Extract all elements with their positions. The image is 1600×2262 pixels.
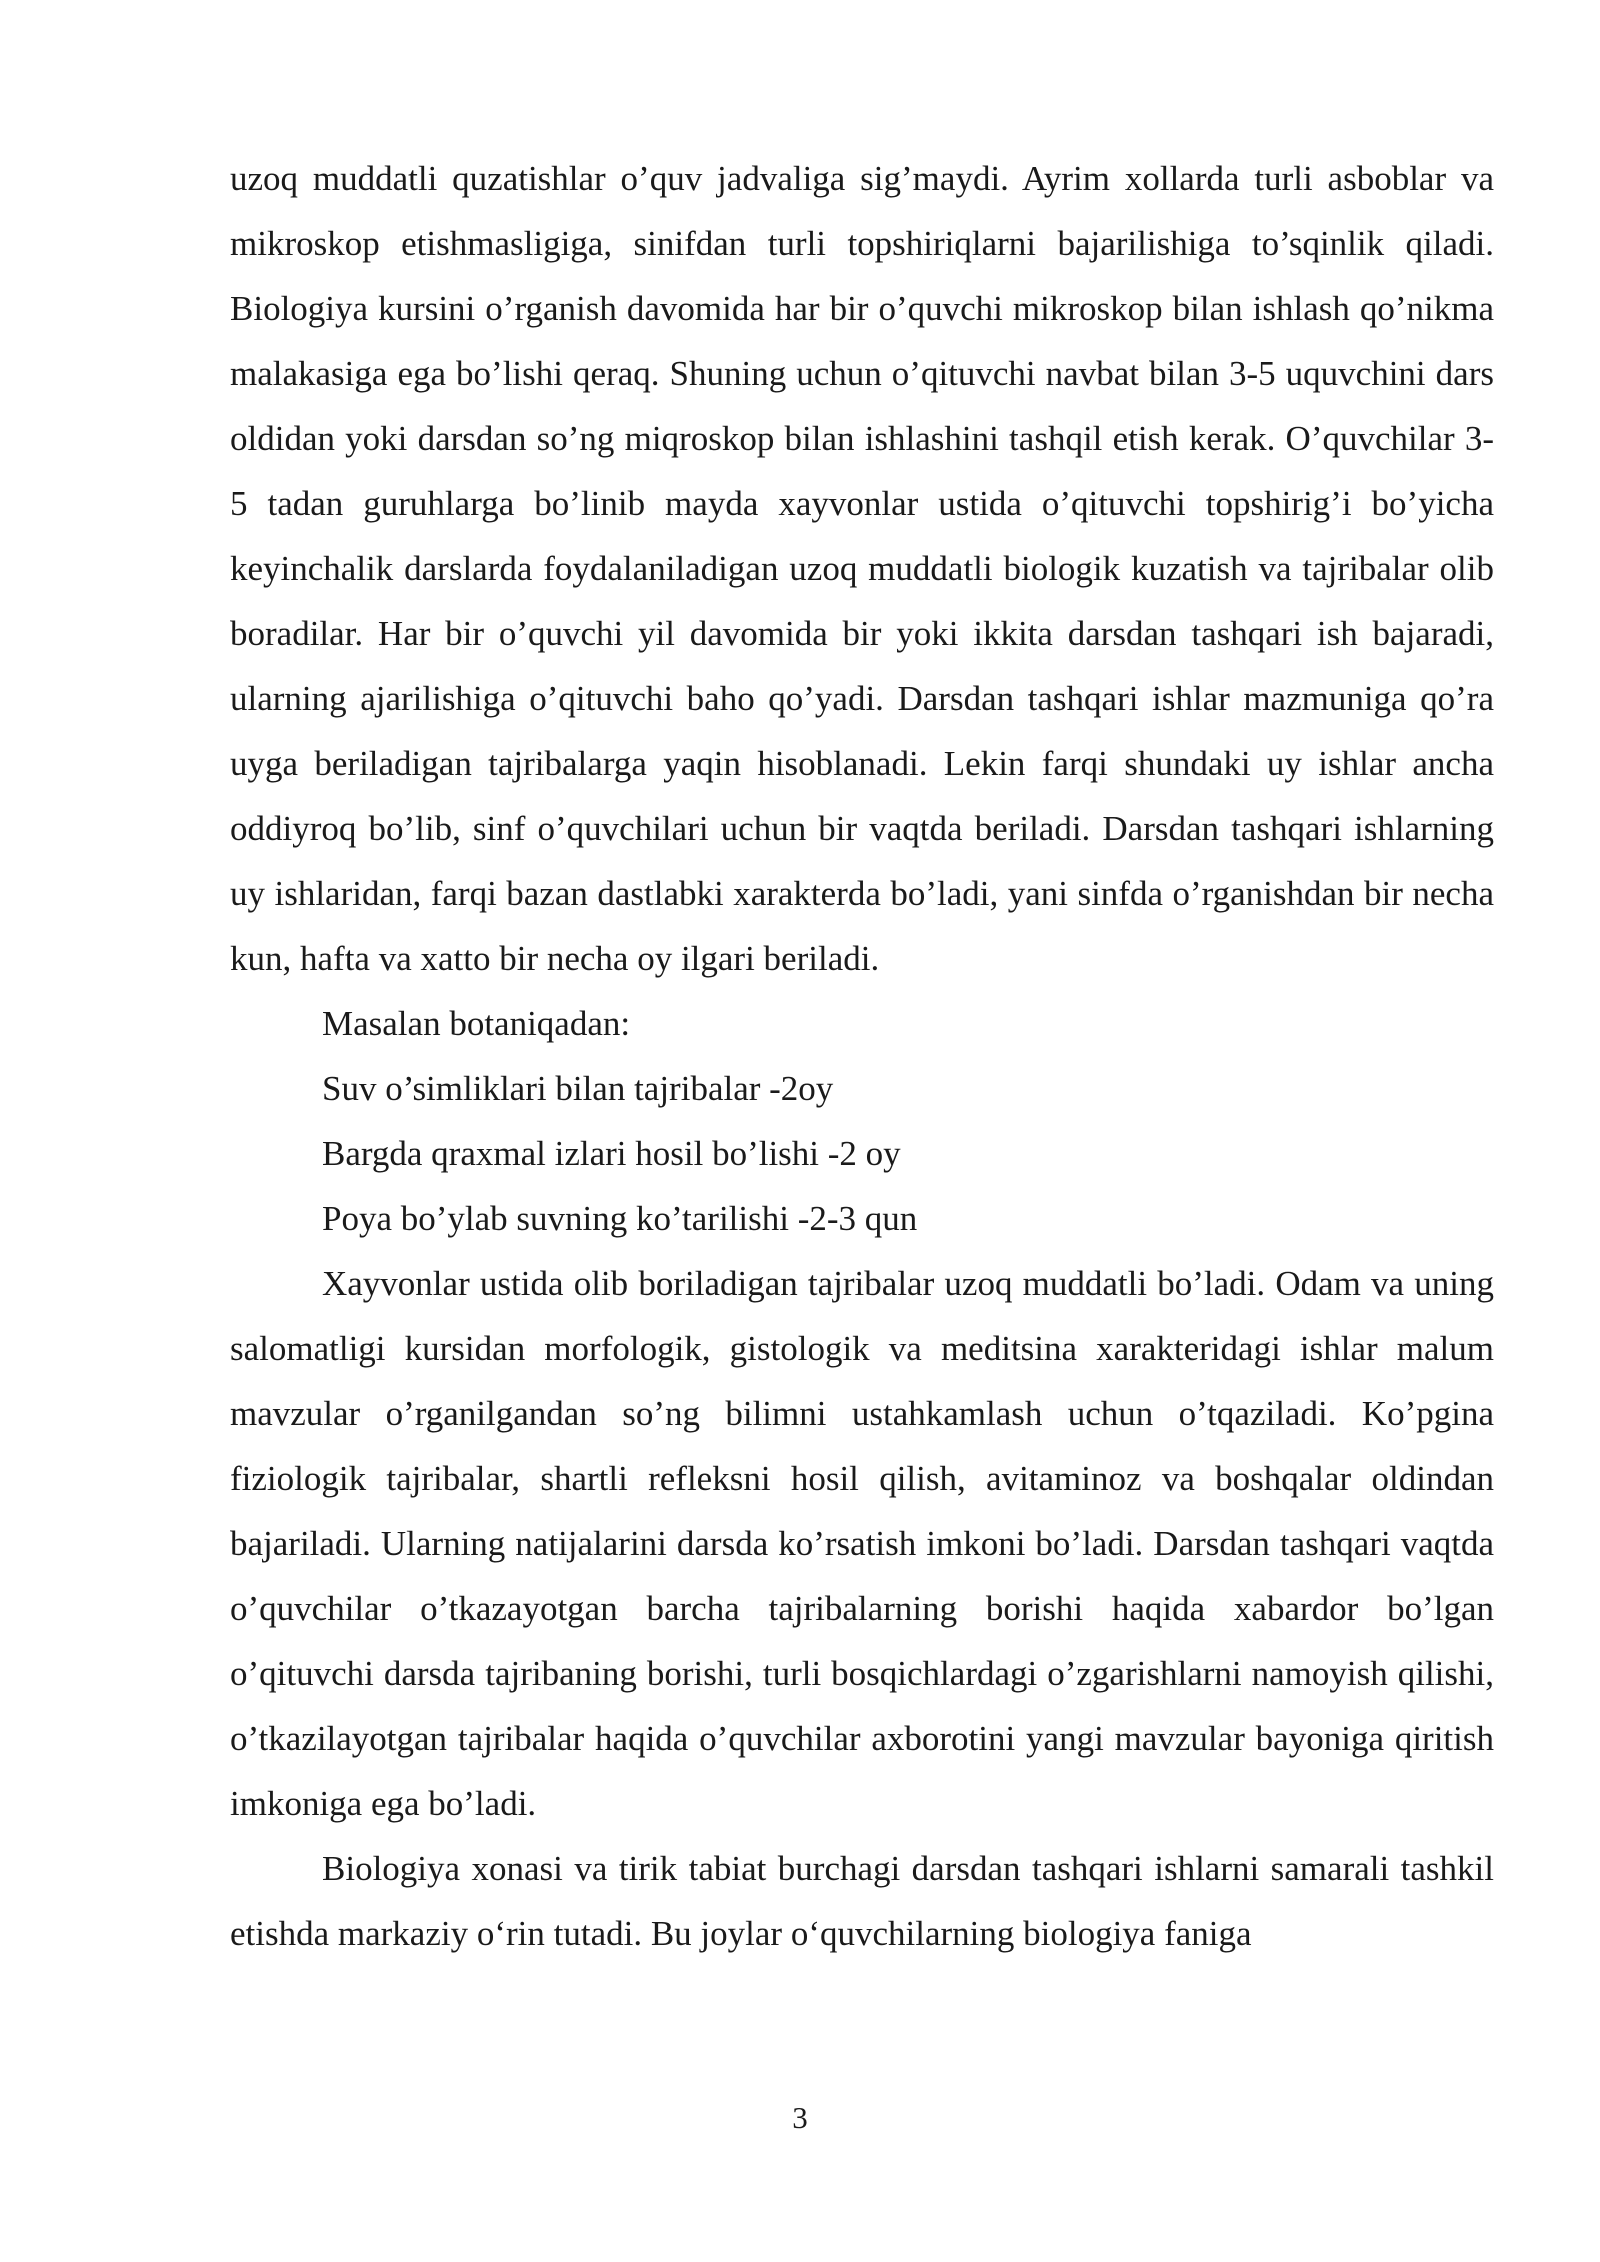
page-number: 3 xyxy=(792,2100,808,2135)
paragraph-1: uzoq muddatli quzatishlar o’quv jadvaliga sig’maydi. Ayrim xollarda turli asboblar va mikroskop etishmasligiga, sinifdan turli topshiriqlarni bajarilishiga to’sqinlik qiladi. Biologiya kursini o’rganish davomida har bir o’quvchi mikroskop bilan ishlash qo’nikma malakasiga ega bo’lishi qeraq. Shuning uchun o’qituvchi navbat bilan 3-5 uquvchini dars oldidan yoki darsdan so’ng miqroskop bilan ishlashini tashqil etish kerak. O’quvchilar 3-5 tadan guruhlarga bo’linib mayda xayvonlar ustida o’qituvchi topshirig’i bo’yicha keyinchalik darslarda foydalaniladigan uzoq muddatli biologik kuzatish va tajribalar olib boradilar. Har bir o’quvchi yil davomida bir yoki ikkita darsdan tashqari ish bajaradi, ularning ajarilishiga o’qituvchi baho qo’yadi. Darsdan tashqari ishlar mazmuniga qo’ra uyga beriladigan tajribalarga yaqin hisoblanadi. Lekin farqi shundaki uy ishlar ancha oddiyroq bo’lib, sinf o’quvchilari uchun bir vaqtda beriladi. Darsdan tashqari ishlarning uy ishlaridan, farqi bazan dastlabki xarakterda bo’ladi, yani sinfda o’rganishdan bir necha kun, hafta va xatto bir necha oy ilgari beriladi. xyxy=(230,159,1494,978)
document-page xyxy=(230,146,1494,1966)
paragraph-2: Xayvonlar ustida olib boriladigan tajribalar uzoq muddatli bo’ladi. Odam va uning salomatligi kursidan morfologik, gistologik va meditsina xarakteridagi ishlar malum mavzular o’rganilgandan so’ng bilimni ustahkamlash uchun o’tqaziladi. Ko’pgina fiziologik tajribalar, shartli refleksni hosil qilish, avitaminoz va boshqalar oldindan bajariladi. Ularning natijalarini darsda ko’rsatish imkoni bo’ladi. Darsdan tashqari vaqtda o’quvchilar o’tkazayotgan barcha tajribalarning borishi haqida xabardor bo’lgan o’qituvchi darsda tajribaning borishi, turli bosqichlardagi o’zgarishlarni namoyish qilishi, o’tkazilayotgan tajribalar haqida o’quvchilar axborotini yangi mavzular bayoniga qiritish imkoniga ega bo’ladi. xyxy=(230,1264,1494,1823)
list-item-3: Poya bo’ylab suvning ko’tarilishi -2-3 qun xyxy=(322,1199,918,1238)
list-item-intro: Masalan botaniqadan: xyxy=(322,1004,631,1043)
list-item-2: Bargda qraxmal izlari hosil bo’lishi -2 oy xyxy=(322,1134,901,1173)
paragraph-3: Biologiya xonasi va tirik tabiat burchagi darsdan tashqari ishlarni samarali tashkil etishda markaziy o‘rin tutadi. Bu joylar o‘quvchilarning biologiya faniga xyxy=(230,1849,1494,1953)
list-item-1: Suv o’simliklari bilan tajribalar -2oy xyxy=(322,1069,834,1108)
